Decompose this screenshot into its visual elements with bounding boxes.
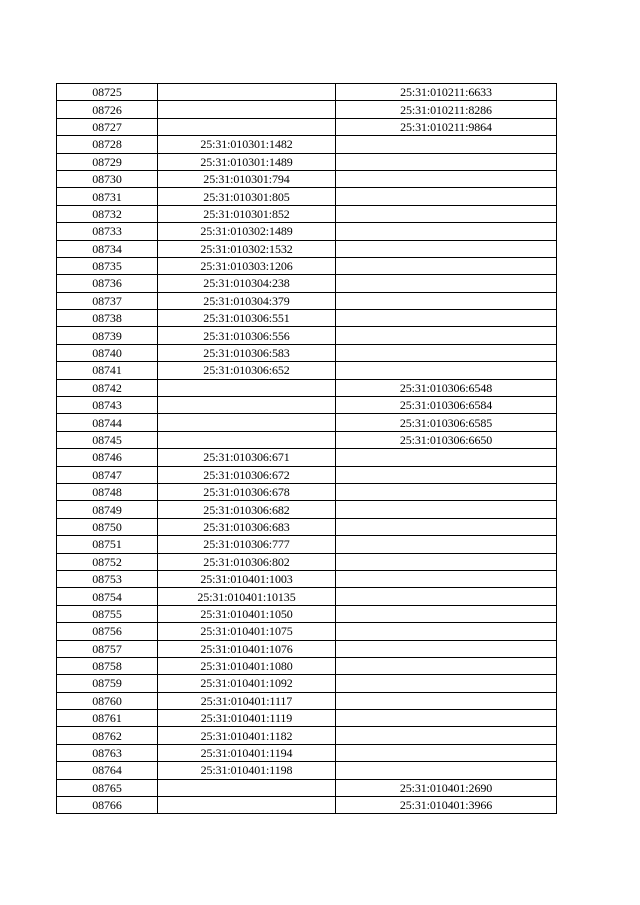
cadastral-number-cell-b bbox=[336, 483, 557, 500]
cadastral-number-cell-b bbox=[336, 727, 557, 744]
row-number-cell: 08753 bbox=[57, 570, 158, 587]
table-row bbox=[57, 501, 557, 518]
table-row bbox=[57, 275, 557, 292]
cadastral-number-cell-b: 25:31:010401:2690 bbox=[336, 779, 557, 796]
cadastral-number-cell-a: 25:31:010301:805 bbox=[158, 188, 336, 205]
cadastral-number-cell-a bbox=[158, 84, 336, 101]
table-row bbox=[57, 362, 557, 379]
row-number-cell: 08750 bbox=[57, 518, 158, 535]
cadastral-number-cell-a: 25:31:010401:1050 bbox=[158, 605, 336, 622]
row-number-cell: 08744 bbox=[57, 414, 158, 431]
cadastral-number-cell-b: 25:31:010211:9864 bbox=[336, 118, 557, 135]
row-number-cell: 08741 bbox=[57, 362, 158, 379]
cadastral-number-cell-a bbox=[158, 397, 336, 414]
table-row bbox=[57, 397, 557, 414]
row-number-cell: 08746 bbox=[57, 449, 158, 466]
table-row bbox=[57, 640, 557, 657]
cadastral-number-cell-a: 25:31:010301:1489 bbox=[158, 153, 336, 170]
cadastral-number-cell-b bbox=[336, 153, 557, 170]
row-number-cell: 08763 bbox=[57, 744, 158, 761]
cadastral-number-cell-b bbox=[336, 501, 557, 518]
cadastral-number-cell-b bbox=[336, 553, 557, 570]
cadastral-number-cell-a bbox=[158, 101, 336, 118]
table-row bbox=[57, 257, 557, 274]
cadastral-number-cell-a: 25:31:010401:1080 bbox=[158, 657, 336, 674]
table-row bbox=[57, 623, 557, 640]
cadastral-number-cell-a bbox=[158, 797, 336, 814]
table-row bbox=[57, 727, 557, 744]
cadastral-number-cell-b bbox=[336, 292, 557, 309]
table-row bbox=[57, 414, 557, 431]
cadastral-number-cell-b bbox=[336, 240, 557, 257]
cadastral-number-cell-b: 25:31:010211:8286 bbox=[336, 101, 557, 118]
row-number-cell: 08759 bbox=[57, 675, 158, 692]
table-row bbox=[57, 449, 557, 466]
cadastral-number-cell-a: 25:31:010306:671 bbox=[158, 449, 336, 466]
cadastral-number-cell-a: 25:31:010306:556 bbox=[158, 327, 336, 344]
cadastral-number-cell-a: 25:31:010401:1003 bbox=[158, 570, 336, 587]
table-row bbox=[57, 170, 557, 187]
cadastral-number-cell-a: 25:31:010306:683 bbox=[158, 518, 336, 535]
cadastral-number-cell-b: 25:31:010306:6650 bbox=[336, 431, 557, 448]
cadastral-number-cell-b bbox=[336, 205, 557, 222]
cadastral-number-cell-b: 25:31:010306:6585 bbox=[336, 414, 557, 431]
cadastral-number-cell-b: 25:31:010401:3966 bbox=[336, 797, 557, 814]
row-number-cell: 08726 bbox=[57, 101, 158, 118]
cadastral-number-cell-b bbox=[336, 710, 557, 727]
cadastral-number-cell-a: 25:31:010301:1482 bbox=[158, 136, 336, 153]
table-row bbox=[57, 431, 557, 448]
cadastral-number-cell-b: 25:31:010306:6584 bbox=[336, 397, 557, 414]
table-row bbox=[57, 553, 557, 570]
table-body bbox=[57, 84, 557, 814]
cadastral-number-cell-a: 25:31:010302:1489 bbox=[158, 223, 336, 240]
cadastral-number-cell-a: 25:31:010401:1182 bbox=[158, 727, 336, 744]
cadastral-number-cell-b bbox=[336, 257, 557, 274]
cadastral-number-cell-b: 25:31:010306:6548 bbox=[336, 379, 557, 396]
table-row bbox=[57, 344, 557, 361]
row-number-cell: 08754 bbox=[57, 588, 158, 605]
table-row bbox=[57, 379, 557, 396]
cadastral-number-cell-a: 25:31:010401:10135 bbox=[158, 588, 336, 605]
row-number-cell: 08727 bbox=[57, 118, 158, 135]
cadastral-number-cell-a: 25:31:010306:652 bbox=[158, 362, 336, 379]
cadastral-number-cell-b bbox=[336, 327, 557, 344]
cadastral-number-cell-b bbox=[336, 136, 557, 153]
cadastral-number-cell-b bbox=[336, 588, 557, 605]
table-row bbox=[57, 101, 557, 118]
cadastral-number-cell-b bbox=[336, 188, 557, 205]
cadastral-number-cell-b bbox=[336, 518, 557, 535]
cadastral-number-cell-a: 25:31:010306:802 bbox=[158, 553, 336, 570]
table-row bbox=[57, 797, 557, 814]
cadastral-number-cell-b bbox=[336, 762, 557, 779]
table-row bbox=[57, 84, 557, 101]
row-number-cell: 08728 bbox=[57, 136, 158, 153]
table-row bbox=[57, 692, 557, 709]
cadastral-number-table bbox=[56, 83, 557, 814]
table-row bbox=[57, 292, 557, 309]
cadastral-number-cell-a: 25:31:010306:583 bbox=[158, 344, 336, 361]
cadastral-number-cell-a: 25:31:010401:1198 bbox=[158, 762, 336, 779]
cadastral-number-cell-a bbox=[158, 779, 336, 796]
cadastral-number-cell-b bbox=[336, 623, 557, 640]
table-row bbox=[57, 240, 557, 257]
table-row bbox=[57, 710, 557, 727]
cadastral-number-cell-a bbox=[158, 414, 336, 431]
cadastral-number-cell-b bbox=[336, 170, 557, 187]
cadastral-number-cell-a: 25:31:010303:1206 bbox=[158, 257, 336, 274]
cadastral-number-cell-a: 25:31:010306:682 bbox=[158, 501, 336, 518]
table-row bbox=[57, 205, 557, 222]
table-row bbox=[57, 762, 557, 779]
row-number-cell: 08765 bbox=[57, 779, 158, 796]
cadastral-number-cell-a: 25:31:010304:379 bbox=[158, 292, 336, 309]
row-number-cell: 08737 bbox=[57, 292, 158, 309]
row-number-cell: 08735 bbox=[57, 257, 158, 274]
table-row bbox=[57, 518, 557, 535]
row-number-cell: 08736 bbox=[57, 275, 158, 292]
row-number-cell: 08757 bbox=[57, 640, 158, 657]
cadastral-number-cell-b bbox=[336, 640, 557, 657]
row-number-cell: 08751 bbox=[57, 536, 158, 553]
cadastral-number-cell-a bbox=[158, 118, 336, 135]
table-row bbox=[57, 153, 557, 170]
cadastral-number-cell-b bbox=[336, 570, 557, 587]
row-number-cell: 08743 bbox=[57, 397, 158, 414]
cadastral-number-cell-a: 25:31:010302:1532 bbox=[158, 240, 336, 257]
cadastral-number-cell-b bbox=[336, 275, 557, 292]
row-number-cell: 08739 bbox=[57, 327, 158, 344]
table-row bbox=[57, 605, 557, 622]
cadastral-number-cell-a: 25:31:010401:1194 bbox=[158, 744, 336, 761]
row-number-cell: 08730 bbox=[57, 170, 158, 187]
row-number-cell: 08758 bbox=[57, 657, 158, 674]
cadastral-number-cell-a: 25:31:010306:777 bbox=[158, 536, 336, 553]
row-number-cell: 08749 bbox=[57, 501, 158, 518]
cadastral-number-cell-a: 25:31:010401:1092 bbox=[158, 675, 336, 692]
row-number-cell: 08731 bbox=[57, 188, 158, 205]
row-number-cell: 08732 bbox=[57, 205, 158, 222]
row-number-cell: 08762 bbox=[57, 727, 158, 744]
table-row bbox=[57, 136, 557, 153]
cadastral-number-cell-b bbox=[336, 466, 557, 483]
row-number-cell: 08734 bbox=[57, 240, 158, 257]
cadastral-number-cell-a: 25:31:010306:551 bbox=[158, 310, 336, 327]
cadastral-number-cell-b bbox=[336, 344, 557, 361]
cadastral-number-cell-b bbox=[336, 223, 557, 240]
row-number-cell: 08733 bbox=[57, 223, 158, 240]
cadastral-number-cell-a: 25:31:010401:1075 bbox=[158, 623, 336, 640]
row-number-cell: 08755 bbox=[57, 605, 158, 622]
row-number-cell: 08725 bbox=[57, 84, 158, 101]
table-row bbox=[57, 536, 557, 553]
cadastral-number-cell-a: 25:31:010401:1076 bbox=[158, 640, 336, 657]
row-number-cell: 08766 bbox=[57, 797, 158, 814]
row-number-cell: 08748 bbox=[57, 483, 158, 500]
row-number-cell: 08756 bbox=[57, 623, 158, 640]
cadastral-number-cell-b bbox=[336, 310, 557, 327]
table-row bbox=[57, 744, 557, 761]
row-number-cell: 08729 bbox=[57, 153, 158, 170]
table-row bbox=[57, 188, 557, 205]
table-row bbox=[57, 310, 557, 327]
cadastral-number-cell-b bbox=[336, 362, 557, 379]
cadastral-number-cell-b bbox=[336, 657, 557, 674]
table-row bbox=[57, 118, 557, 135]
table-row bbox=[57, 327, 557, 344]
cadastral-number-cell-a: 25:31:010401:1117 bbox=[158, 692, 336, 709]
row-number-cell: 08742 bbox=[57, 379, 158, 396]
cadastral-number-cell-b bbox=[336, 449, 557, 466]
cadastral-number-cell-a: 25:31:010401:1119 bbox=[158, 710, 336, 727]
row-number-cell: 08747 bbox=[57, 466, 158, 483]
row-number-cell: 08752 bbox=[57, 553, 158, 570]
table-row bbox=[57, 483, 557, 500]
cadastral-number-cell-a: 25:31:010304:238 bbox=[158, 275, 336, 292]
row-number-cell: 08738 bbox=[57, 310, 158, 327]
cadastral-number-cell-a: 25:31:010301:794 bbox=[158, 170, 336, 187]
cadastral-number-cell-a: 25:31:010306:678 bbox=[158, 483, 336, 500]
table-row bbox=[57, 657, 557, 674]
row-number-cell: 08764 bbox=[57, 762, 158, 779]
cadastral-number-cell-b bbox=[336, 536, 557, 553]
cadastral-number-cell-b bbox=[336, 605, 557, 622]
cadastral-number-cell-b: 25:31:010211:6633 bbox=[336, 84, 557, 101]
row-number-cell: 08760 bbox=[57, 692, 158, 709]
table-row bbox=[57, 570, 557, 587]
cadastral-number-cell-b bbox=[336, 675, 557, 692]
row-number-cell: 08745 bbox=[57, 431, 158, 448]
cadastral-number-cell-a: 25:31:010306:672 bbox=[158, 466, 336, 483]
table-row bbox=[57, 466, 557, 483]
cadastral-number-cell-b bbox=[336, 692, 557, 709]
table-row bbox=[57, 779, 557, 796]
row-number-cell: 08740 bbox=[57, 344, 158, 361]
cadastral-number-cell-a: 25:31:010301:852 bbox=[158, 205, 336, 222]
cadastral-number-cell-a bbox=[158, 379, 336, 396]
row-number-cell: 08761 bbox=[57, 710, 158, 727]
table-row bbox=[57, 223, 557, 240]
table-row bbox=[57, 588, 557, 605]
cadastral-number-cell-a bbox=[158, 431, 336, 448]
cadastral-number-cell-b bbox=[336, 744, 557, 761]
table-row bbox=[57, 675, 557, 692]
